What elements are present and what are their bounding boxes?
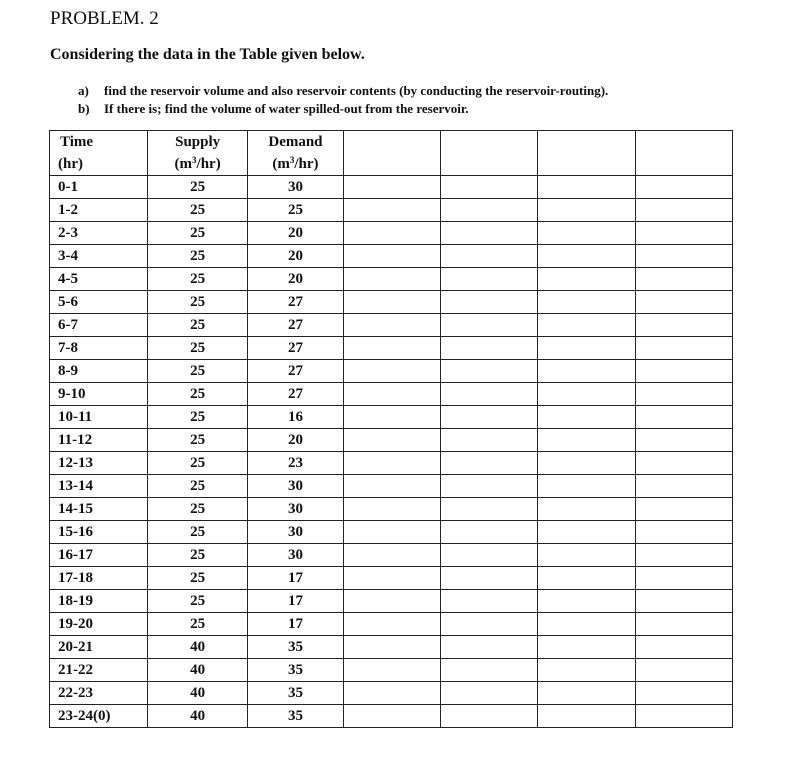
time-cell: 10-11 [50,406,148,429]
empty-cell [441,268,538,291]
header-row [50,131,733,154]
supply-cell: 40 [148,705,248,728]
task-list [78,82,608,118]
empty-cell [441,521,538,544]
empty-cell [538,475,635,498]
empty-cell [635,705,732,728]
time-cell: 12-13 [50,452,148,475]
empty-cell [344,153,441,176]
time-cell: 14-15 [50,498,148,521]
empty-cell [538,659,635,682]
supply-cell: 25 [148,176,248,199]
empty-cell [635,590,732,613]
time-cell: 2-3 [50,222,148,245]
supply-cell: 25 [148,222,248,245]
table-row [50,268,733,291]
table-row [50,567,733,590]
supply-cell: 25 [148,590,248,613]
table-row [50,199,733,222]
supply-cell: 25 [148,268,248,291]
demand-cell: 23 [247,452,343,475]
empty-cell [344,659,441,682]
empty-cell [441,590,538,613]
empty-cell [344,222,441,245]
supply-cell: 25 [148,544,248,567]
empty-cell [538,613,635,636]
table-row [50,613,733,636]
time-cell: 20-21 [50,636,148,659]
demand-cell: 17 [247,613,343,636]
data-table [49,130,733,728]
empty-cell [344,705,441,728]
time-cell: 22-23 [50,682,148,705]
task-label: a) [78,83,89,98]
empty-cell [635,567,732,590]
empty-cell [538,590,635,613]
empty-cell [441,176,538,199]
empty-cell [441,153,538,176]
supply-cell: 25 [148,337,248,360]
header-supply: Supply [148,131,248,154]
empty-cell [441,705,538,728]
table-row [50,291,733,314]
empty-cell [344,199,441,222]
time-cell: 6-7 [50,314,148,337]
demand-cell: 25 [247,199,343,222]
table-row [50,498,733,521]
table-row [50,222,733,245]
header-demand: Demand [247,131,343,154]
empty-cell [344,682,441,705]
empty-cell [441,636,538,659]
demand-cell: 27 [247,291,343,314]
empty-cell [344,567,441,590]
table-row [50,406,733,429]
time-cell: 7-8 [50,337,148,360]
empty-cell [635,544,732,567]
empty-cell [441,544,538,567]
demand-cell: 35 [247,682,343,705]
demand-cell: 27 [247,360,343,383]
table-row [50,452,733,475]
empty-cell [344,475,441,498]
time-cell: 5-6 [50,291,148,314]
demand-cell: 27 [247,314,343,337]
empty-cell [538,544,635,567]
empty-cell [441,291,538,314]
empty-cell [538,383,635,406]
demand-cell: 30 [247,475,343,498]
empty-cell [538,406,635,429]
table-row [50,636,733,659]
supply-cell: 40 [148,659,248,682]
empty-cell [635,245,732,268]
empty-cell [344,245,441,268]
demand-cell: 20 [247,268,343,291]
demand-cell: 35 [247,705,343,728]
empty-cell [344,521,441,544]
supply-cell: 25 [148,360,248,383]
empty-cell [538,636,635,659]
task-label: b) [78,101,90,116]
demand-cell: 20 [247,429,343,452]
task-item [78,100,608,118]
empty-cell [635,337,732,360]
time-cell: 21-22 [50,659,148,682]
demand-cell: 30 [247,521,343,544]
empty-cell [635,636,732,659]
empty-cell [441,360,538,383]
empty-cell [538,337,635,360]
table-row [50,314,733,337]
empty-cell [441,659,538,682]
demand-cell: 27 [247,337,343,360]
table-row [50,475,733,498]
empty-cell [635,429,732,452]
table-row [50,544,733,567]
table-row [50,245,733,268]
demand-cell: 35 [247,659,343,682]
time-cell: 8-9 [50,360,148,383]
empty-cell [538,153,635,176]
empty-cell [344,613,441,636]
empty-cell [538,222,635,245]
empty-cell [538,452,635,475]
time-cell: 13-14 [50,475,148,498]
empty-cell [538,199,635,222]
empty-cell [635,613,732,636]
supply-cell: 25 [148,613,248,636]
empty-cell [635,222,732,245]
time-cell: 16-17 [50,544,148,567]
empty-cell [635,314,732,337]
supply-cell: 25 [148,498,248,521]
empty-cell [635,153,732,176]
supply-cell: 25 [148,383,248,406]
empty-cell [441,498,538,521]
empty-cell [344,544,441,567]
empty-cell [441,314,538,337]
supply-cell: 25 [148,245,248,268]
empty-cell [441,452,538,475]
table-row [50,337,733,360]
empty-cell [344,337,441,360]
empty-cell [344,176,441,199]
demand-cell: 30 [247,498,343,521]
task-text: find the reservoir volume and also reservoir contents (by conducting the reservoir-routing). [104,83,609,98]
header-time: Time [50,131,148,154]
empty-cell [441,337,538,360]
supply-cell: 25 [148,429,248,452]
demand-cell: 20 [247,222,343,245]
time-cell: 1-2 [50,199,148,222]
table-row [50,659,733,682]
supply-cell: 25 [148,199,248,222]
empty-cell [538,429,635,452]
empty-cell [441,199,538,222]
time-cell: 4-5 [50,268,148,291]
table-row [50,360,733,383]
empty-cell [635,452,732,475]
time-cell: 23-24(0) [50,705,148,728]
empty-cell [538,360,635,383]
problem-intro: Considering the data in the Table given below. [50,46,365,63]
supply-cell: 25 [148,314,248,337]
empty-cell [635,406,732,429]
demand-cell: 27 [247,383,343,406]
time-cell: 9-10 [50,383,148,406]
empty-cell [538,498,635,521]
empty-cell [635,659,732,682]
table-row [50,705,733,728]
table-row [50,383,733,406]
empty-cell [635,291,732,314]
empty-cell [344,131,441,154]
empty-cell [635,498,732,521]
empty-cell [635,682,732,705]
demand-cell: 16 [247,406,343,429]
time-cell: 17-18 [50,567,148,590]
empty-cell [441,222,538,245]
demand-cell: 30 [247,176,343,199]
task-item [78,82,608,100]
time-cell: 11-12 [50,429,148,452]
empty-cell [538,245,635,268]
empty-cell [538,131,635,154]
empty-cell [538,314,635,337]
empty-cell [344,291,441,314]
time-cell: 3-4 [50,245,148,268]
empty-cell [635,176,732,199]
supply-cell: 25 [148,475,248,498]
empty-cell [344,429,441,452]
empty-cell [344,452,441,475]
empty-cell [441,131,538,154]
supply-cell: 25 [148,406,248,429]
empty-cell [344,498,441,521]
demand-cell: 20 [247,245,343,268]
supply-cell: 40 [148,636,248,659]
empty-cell [635,199,732,222]
supply-cell: 25 [148,567,248,590]
empty-cell [635,131,732,154]
empty-cell [538,705,635,728]
empty-cell [441,383,538,406]
empty-cell [441,567,538,590]
empty-cell [441,682,538,705]
time-cell: 19-20 [50,613,148,636]
table-row [50,682,733,705]
time-cell: 18-19 [50,590,148,613]
empty-cell [538,176,635,199]
empty-cell [635,268,732,291]
empty-cell [635,521,732,544]
empty-cell [344,636,441,659]
empty-cell [538,567,635,590]
empty-cell [538,291,635,314]
header-demand-unit: $(m^3/hr)$ [247,153,343,176]
empty-cell [344,590,441,613]
empty-cell [344,383,441,406]
supply-cell: 40 [148,682,248,705]
demand-cell: 30 [247,544,343,567]
empty-cell [441,406,538,429]
empty-cell [344,406,441,429]
empty-cell [635,360,732,383]
empty-cell [538,521,635,544]
task-text: If there is; find the volume of water spilled-out from the reservoir. [104,101,469,116]
empty-cell [344,360,441,383]
table-row [50,590,733,613]
empty-cell [344,268,441,291]
empty-cell [441,475,538,498]
supply-cell: 25 [148,521,248,544]
header-time-unit: (hr) [50,153,148,176]
empty-cell [538,268,635,291]
time-cell: 0-1 [50,176,148,199]
empty-cell [441,429,538,452]
empty-cell [635,383,732,406]
empty-cell [441,613,538,636]
empty-cell [635,475,732,498]
empty-cell [441,245,538,268]
demand-cell: 17 [247,567,343,590]
table-row [50,176,733,199]
header-supply-unit: $(m^3/hr)$ [148,153,248,176]
demand-cell: 17 [247,590,343,613]
table-row [50,521,733,544]
page-title: PROBLEM. 2 [50,8,159,29]
supply-cell: 25 [148,452,248,475]
header-units-row [50,153,733,176]
empty-cell [344,314,441,337]
time-cell: 15-16 [50,521,148,544]
supply-cell: 25 [148,291,248,314]
table-row [50,429,733,452]
demand-cell: 35 [247,636,343,659]
empty-cell [538,682,635,705]
